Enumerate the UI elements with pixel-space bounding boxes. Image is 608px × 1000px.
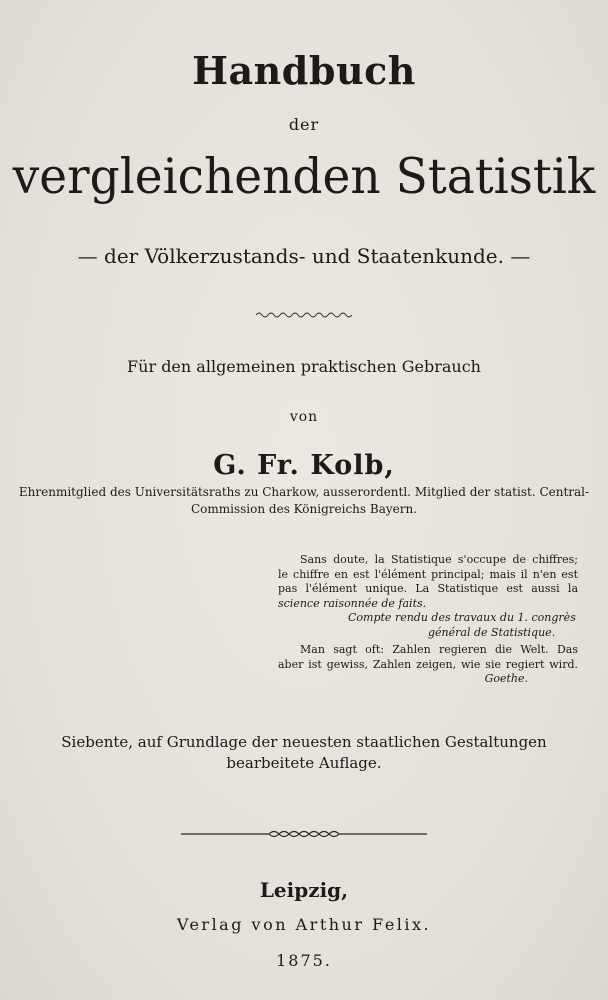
- by-line: von: [289, 409, 319, 425]
- edition-line1: Siebente, auf Grundlage der neuesten staatlichen Gestaltungen: [61, 733, 547, 751]
- author-name: G. Fr. Kolb,: [213, 450, 395, 481]
- title-der: der: [288, 115, 320, 134]
- ornamental-rule: [0, 826, 608, 845]
- epigraph-fr-line4: science raisonnée de faits.: [278, 596, 427, 610]
- author-affiliation-line2: Commission des Königreichs Bayern.: [190, 502, 418, 516]
- edition-line2: bearbeitete Auflage.: [226, 754, 382, 772]
- epigraph-german: [278, 643, 578, 687]
- subtitle: — der Völkerzustands- und Staatenkunde. —: [77, 244, 531, 268]
- imprint-publisher: Verlag von Arthur Felix.: [176, 915, 432, 934]
- title-handbuch: Handbuch: [192, 48, 416, 93]
- title-main: vergleichenden Statistik: [12, 148, 596, 205]
- epigraph-fr-source2: général de Statistique.: [428, 625, 556, 639]
- purpose-line: Für den allgemeinen praktischen Gebrauch: [127, 357, 481, 376]
- epigraph-french: [278, 553, 578, 640]
- epigraph-fr-line1: Sans doute, la Statistique s'occupe de chiffres;: [300, 553, 578, 566]
- author-affiliation-line1: Ehrenmitglied des Universitätsraths zu Charkow, ausserordentl. Mitglied der statist. Central-: [18, 485, 590, 499]
- epigraph-fr-line2: le chiffre en est l'élément principal; mais il n'en est: [278, 567, 578, 581]
- imprint-year: 1875.: [276, 951, 332, 970]
- epigraph-fr-line3: pas l'élément unique. La Statistique est aussi la: [278, 582, 578, 595]
- epigraph-fr-source1: Compte rendu des travaux du 1. congrès: [348, 611, 576, 624]
- wavy-rule-ornament: [0, 305, 608, 324]
- epigraph-de-line2: aber ist gewiss, Zahlen zeigen, wie sie regiert wird.: [278, 657, 578, 671]
- imprint-place: Leipzig,: [259, 878, 349, 902]
- epigraph-de-line1: Man sagt oft: Zahlen regieren die Welt. Das: [300, 643, 578, 656]
- epigraph-de-source: Goethe.: [484, 672, 528, 685]
